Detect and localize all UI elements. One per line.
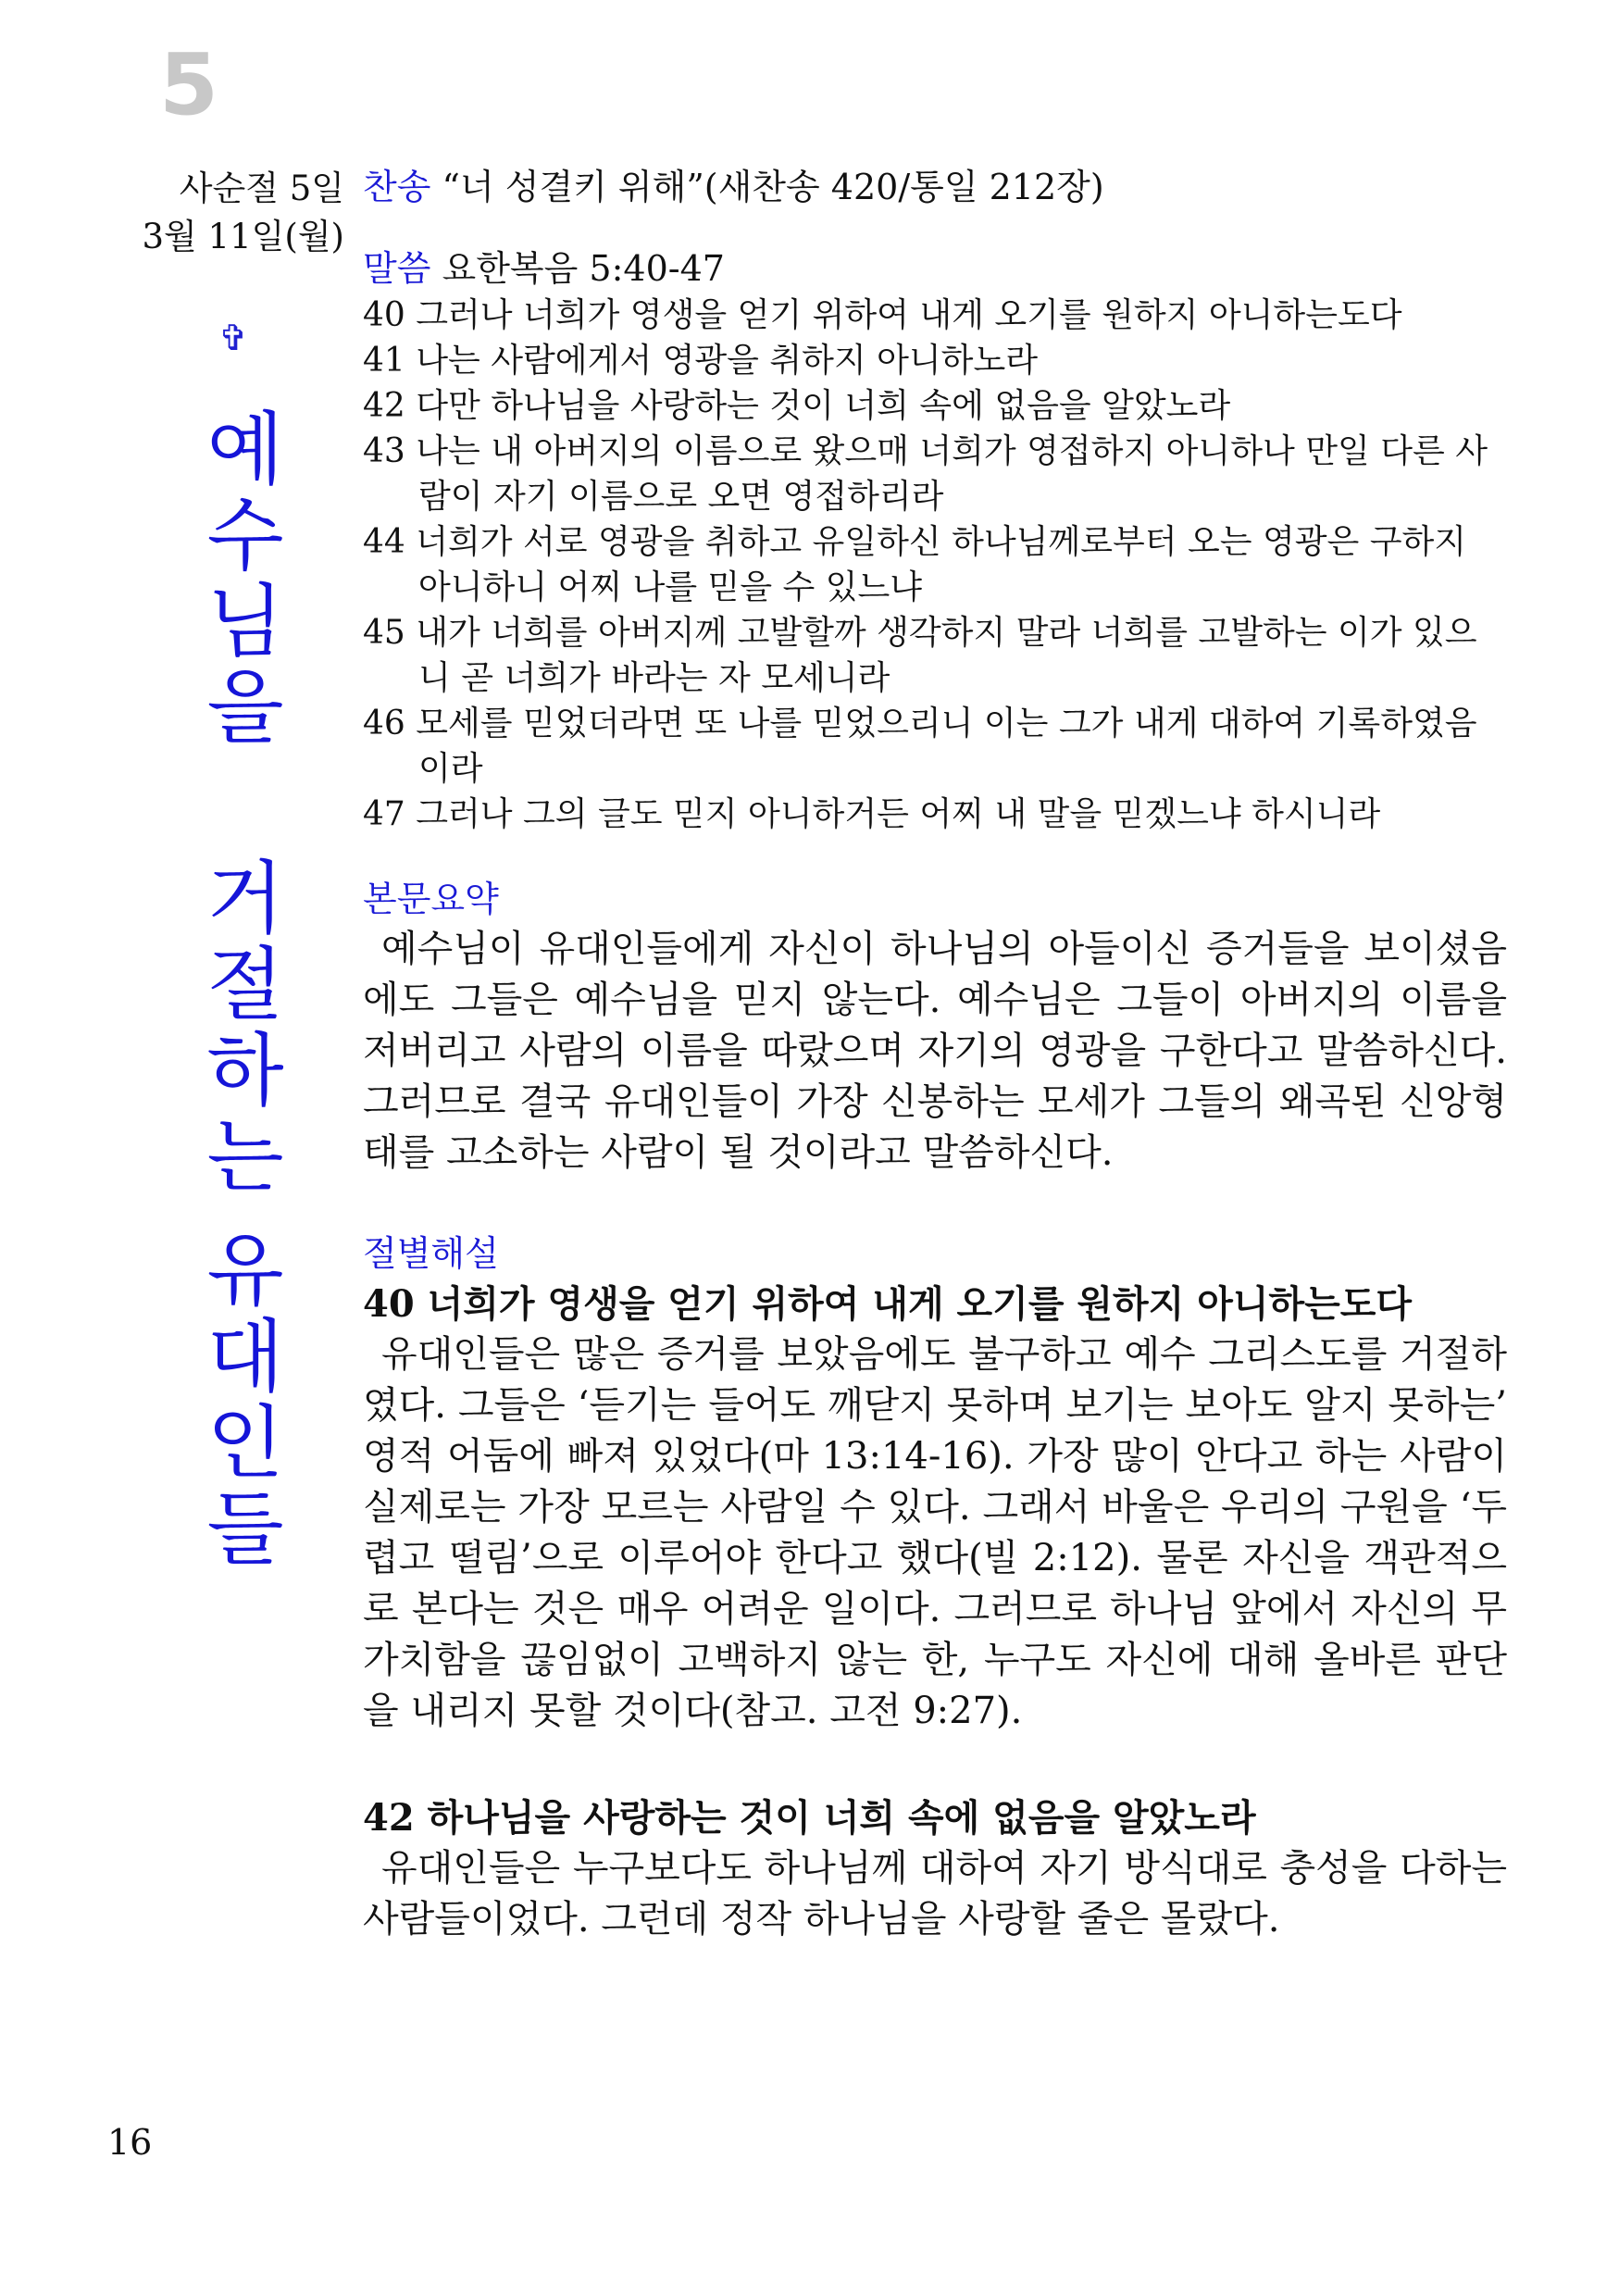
commentary-text: 유대인들은 많은 증거를 보았음에도 불구하고 예수 그리스도를 거절하였다. 그들은 ‘듣기는 들어도 깨닫지 못하며 보기는 보아도 알지 못하는’ 영적 어둠에 빠져 있었다(마 13:14-16). 가장 많이 안다고 하는 사람이 실제로는 가장 모르는 사람일 수 있다. 그래서 바울은 우리의 구원을 ‘두렵고 떨림’으로 이루어야 한다고 했다(빌 2:12). 물론 자신을 객관적으로 본다는 것은 매우 어려운 일이다. 그러므로 하나님 앞에서 자신의 무가치함을 끊임없이 고백하지 않는 한, 누구도 자신에 대해 올바른 판단을 내리지 못할 것이다(참고. 고전 9:27). (363, 1333, 1507, 1732)
title-char: 수 (206, 490, 284, 582)
page-number: 16 (107, 2122, 153, 2163)
commentary-title: 절별해설 (363, 1233, 499, 1274)
verse: 47 그러나 그의 글도 믿지 아니하거든 어찌 내 말을 믿겠느냐 하시니라 (363, 795, 1381, 833)
title-char: 예 (206, 404, 284, 496)
scripture-section (363, 244, 1507, 837)
vertical-title (190, 404, 301, 1576)
verse: 41 나는 사람에게서 영광을 취하지 아니하노라 (363, 342, 1038, 380)
hymn-text: “너 성결키 위해”(새찬송 420/통일 212장) (442, 167, 1104, 207)
title-char: 하 (206, 1025, 284, 1117)
scripture-heading (363, 244, 1507, 293)
title-char: 인 (206, 1397, 284, 1490)
spacer (363, 1737, 1507, 1792)
commentary-heading: 42 하나님을 사랑하는 것이 너희 속에 없음을 알았노라 (363, 1796, 1256, 1840)
verse: 40 그러나 너희가 영생을 얻기 위하여 내게 오기를 원하지 아니하는도다 (363, 296, 1402, 334)
title-char: 거 (206, 853, 284, 945)
title-char: 는 (206, 1111, 284, 1204)
date-block (93, 165, 344, 261)
title-char: 유 (206, 1225, 284, 1317)
main-content (363, 163, 1507, 1945)
summary-title: 본문요약 (363, 879, 499, 919)
verse: 43 나는 내 아버지의 이름으로 왔으매 너희가 영접하지 아니하나 만일 다른 사람이 자기 이름으로 오면 영접하리라 (363, 432, 1488, 516)
title-char: 들 (206, 1483, 284, 1576)
commentary-heading: 40 너희가 영생을 얻기 위하여 내게 오기를 원하지 아니하는도다 (363, 1282, 1413, 1326)
hymn-line (363, 163, 1507, 211)
commentary-text: 유대인들은 누구보다도 하나님께 대하여 자기 방식대로 충성을 다하는 사람들이었다. 그런데 정작 하나님을 사랑할 줄은 몰랐다. (363, 1847, 1507, 1940)
verse-list (363, 293, 1507, 837)
hymn-label: 찬송 (363, 167, 431, 207)
verse: 42 다만 하나님을 사랑하는 것이 너희 속에 없음을 알았노라 (363, 387, 1231, 425)
calendar-date: 3월 11일(월) (142, 217, 344, 256)
cross-icon: ✞ (218, 318, 248, 358)
summary-text: 예수님이 유대인들에게 자신이 하나님의 아들이신 증거들을 보이셨음에도 그들은 예수님을 믿지 않는다. 예수님은 그들이 아버지의 이름을 저버리고 사람의 이름을 따랐으며 자기의 영광을 구한다고 말씀하신다. 그러므로 결국 유대인들이 가장 신봉하는 모세가 그들의 왜곡된 신앙형태를 고소하는 사람이 될 것이라고 말씀하신다. (363, 928, 1507, 1174)
verse: 46 모세를 믿었더라면 또 나를 믿었으리니 이는 그가 내게 대하여 기록하였음이라 (363, 705, 1477, 788)
lent-day: 사순절 5일 (179, 168, 344, 208)
title-char: 대 (206, 1311, 284, 1404)
chapter-number: 5 (159, 35, 219, 134)
scripture-reference: 요한복음 5:40-47 (442, 248, 725, 289)
title-gap (190, 752, 301, 856)
scripture-label: 말씀 (363, 248, 431, 289)
verse: 44 너희가 서로 영광을 취하고 유일하신 하나님께로부터 오는 영광은 구하지 아니하니 어찌 나를 믿을 수 있느냐 (363, 523, 1467, 606)
title-char: 절 (206, 939, 284, 1031)
title-char: 님 (206, 576, 284, 668)
verse: 45 내가 너희를 아버지께 고발할까 생각하지 말라 너희를 고발하는 이가 있으니 곧 너희가 바라는 자 모세니라 (363, 614, 1477, 697)
title-char: 을 (206, 662, 284, 755)
